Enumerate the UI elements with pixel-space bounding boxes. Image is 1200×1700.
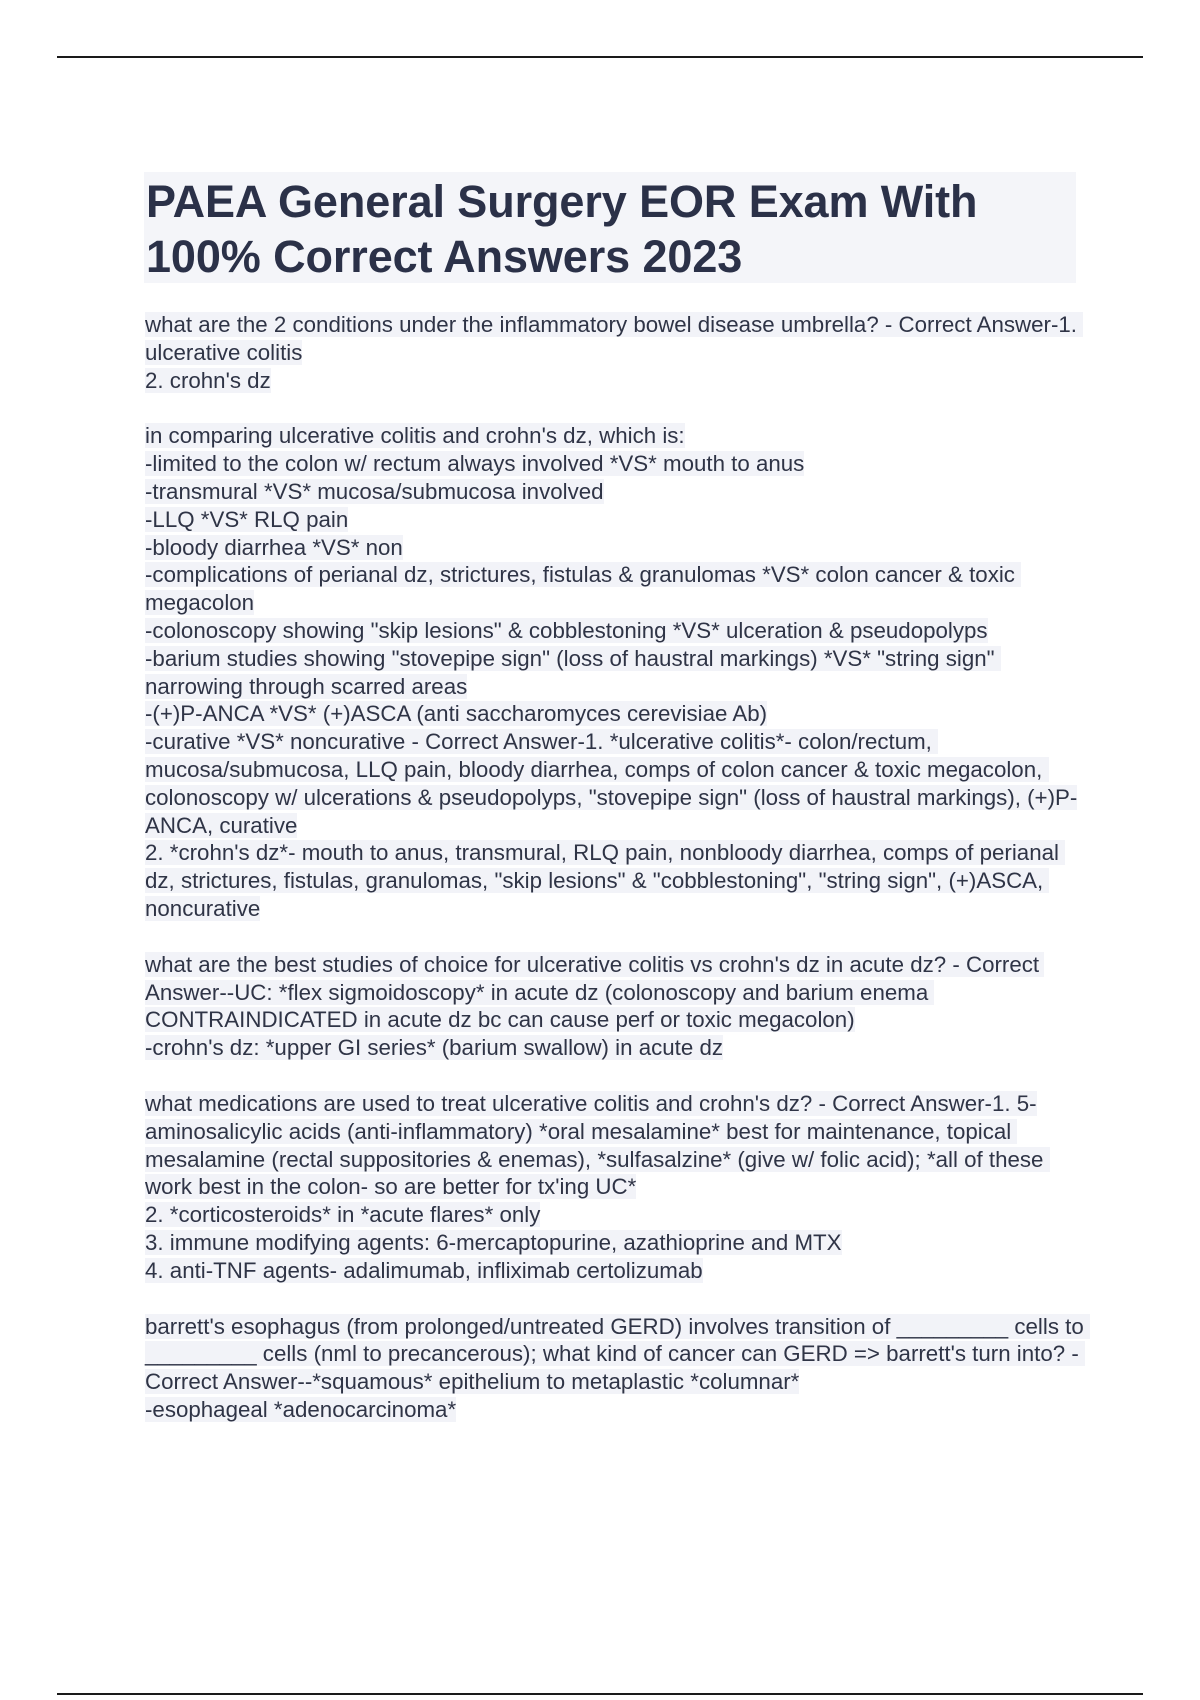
page-title bbox=[144, 172, 1076, 284]
document-body bbox=[145, 311, 1085, 1452]
qa-entry bbox=[145, 311, 1085, 394]
qa-entry bbox=[145, 422, 1085, 922]
header-rule bbox=[57, 56, 1143, 58]
page-title-line-1: PAEA General Surgery EOR Exam With bbox=[146, 176, 978, 227]
qa-entry-text: what are the 2 conditions under the inflammatory bowel disease umbrella? - Correct Answer-1. ulcerative colitis 2. crohn's dz bbox=[145, 312, 1083, 393]
qa-entry bbox=[145, 1313, 1085, 1424]
qa-entry-text: in comparing ulcerative colitis and crohn's dz, which is: -limited to the colon w/ rectum always involved *VS* mouth to anus -transmural *VS* mucosa/submucosa involved -LLQ *VS* RLQ pain -bloody diarrhea *VS* non -complications of perianal dz, strictures, fistulas & granulomas *VS* colon cancer & toxic megacolon -colonoscopy showing "skip lesions" & cobblestoning *VS* ulceration & pseudopolyps -barium studies showing "stovepipe sign" (loss of haustral markings) *VS* "string sign" narrowing through scarred areas -(+)P-ANCA *VS* (+)ASCA (anti saccharomyces cerevisiae Ab) -curative *VS* noncurative - Correct Answer-1. *ulcerative colitis*- colon/rectum, mucosa/submucosa, LLQ pain, bloody diarrhea, comps of colon cancer & toxic megacolon, colonoscopy w/ ulcerations & pseudopolyps, "stovepipe sign" (loss of haustral markings), (+)P-ANCA, curative 2. *crohn's dz*- mouth to anus, transmural, RLQ pain, nonbloody diarrhea, comps of perianal dz, strictures, fistulas, granulomas, "skip lesions" & "cobblestoning", "string sign", (+)ASCA, noncurative bbox=[145, 423, 1078, 921]
qa-entry bbox=[145, 951, 1085, 1062]
page-title-line-2: 100% Correct Answers 2023 bbox=[146, 231, 743, 282]
title-block bbox=[144, 172, 1076, 283]
footer-rule bbox=[57, 1693, 1143, 1695]
qa-entry-text: barrett's esophagus (from prolonged/untreated GERD) involves transition of _________ cells to _________ cells (nml to precancerous); what kind of cancer can GERD => barrett's turn into? - Correct Answer--*squamous* epithelium to metaplastic *columnar* -esophageal *adenocarcinoma* bbox=[145, 1314, 1090, 1422]
qa-entry bbox=[145, 1090, 1085, 1285]
qa-entry-text: what medications are used to treat ulcerative colitis and crohn's dz? - Correct Answer-1. 5-aminosalicylic acids (anti-inflammatory) *oral mesalamine* best for maintenance, topical mesalamine (rectal suppositories & enemas), *sulfasalzine* (give w/ folic acid); *all of these work best in the colon- so are better for tx'ing UC* 2. *corticosteroids* in *acute flares* only 3. immune modifying agents: 6-mercaptopurine, azathioprine and MTX 4. anti-TNF agents- adalimumab, infliximab certolizumab bbox=[145, 1091, 1050, 1283]
qa-entry-text: what are the best studies of choice for ulcerative colitis vs crohn's dz in acute dz? - Correct Answer--UC: *flex sigmoidoscopy* in acute dz (colonoscopy and barium enema CONTRAINDICATED in acute dz bc can cause perf or toxic megacolon) -crohn's dz: *upper GI series* (barium swallow) in acute dz bbox=[145, 952, 1044, 1060]
